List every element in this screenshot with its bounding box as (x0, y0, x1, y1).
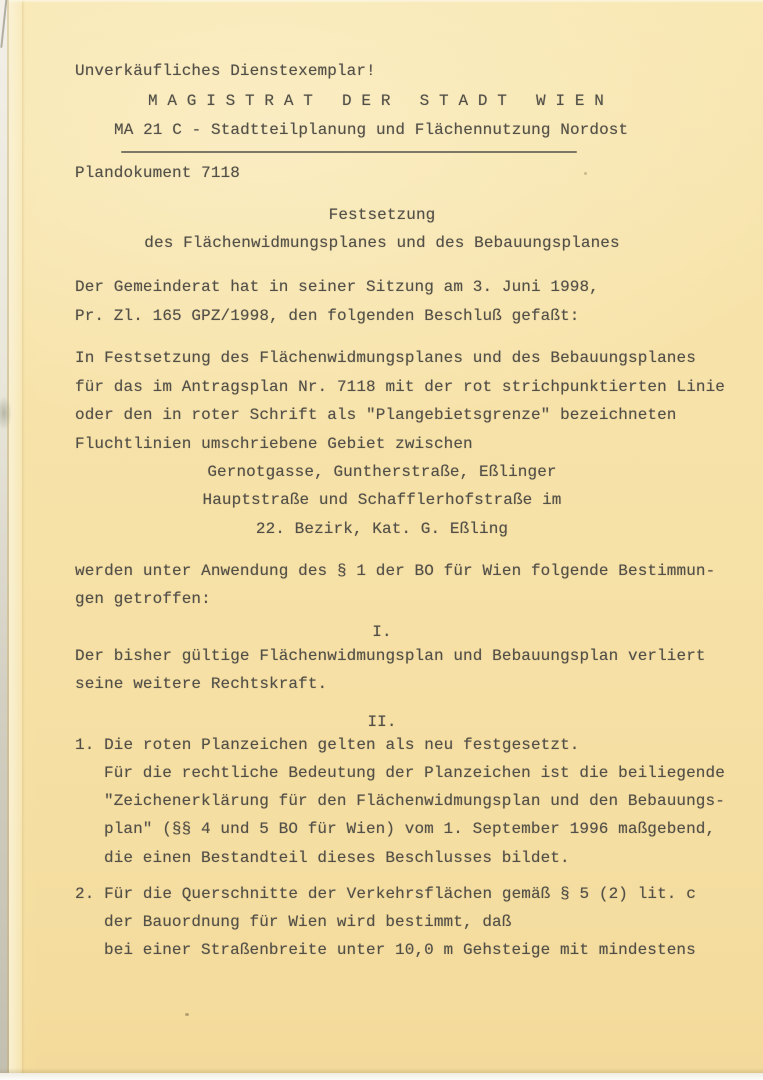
section-ii-heading: II. (367, 713, 397, 731)
plan-document-number: Plandokument 7118 (75, 164, 240, 182)
area-boundary-line: Gernotgasse, Guntherstraße, Eßlinger (207, 463, 557, 481)
doc-line: In Festsetzung des Flächenwidmungsplanes und des Bebauungsplanes (75, 349, 696, 367)
section-i-heading: I. (372, 623, 392, 641)
copy-notice: Unverkäufliches Dienstexemplar! (75, 62, 376, 80)
doc-subtitle: des Flächenwidmungsplanes und des Bebauungsplanes (144, 234, 620, 252)
item-1-line: die einen Bestandteil dieses Beschlusses bildet. (104, 849, 570, 867)
item-1-line: plan" (§§ 4 und 5 BO für Wien) vom 1. September 1996 maßgebend, (104, 820, 716, 838)
doc-line: oder den in roter Schrift als "Plangebietsgrenze" bezeichneten (75, 406, 677, 424)
doc-title: Festsetzung (328, 206, 436, 224)
doc-line: für das im Antragsplan Nr. 7118 mit der rot strichpunktierten Linie (75, 378, 726, 396)
authority-department: MA 21 C - Stadtteilplanung und Flächennutzung Nordost (114, 121, 629, 139)
item-2-line: bei einer Straßenbreite unter 10,0 m Gehsteige mit mindestens (104, 941, 696, 959)
doc-line: werden unter Anwendung des § 1 der BO für Wien folgende Bestimmun- (75, 562, 716, 580)
doc-line: Pr. Zl. 165 GPZ/1998, den folgenden Beschluß gefaßt: (75, 307, 580, 325)
doc-line: gen getroffen: (75, 590, 211, 608)
doc-line: seine weitere Rechtskraft. (75, 675, 328, 693)
item-2-line: der Bauordnung für Wien wird bestimmt, daß (104, 913, 512, 931)
item-2-line: 2. Für die Querschnitte der Verkehrsflächen gemäß § 5 (2) lit. c (75, 885, 696, 903)
doc-line: Fluchtlinien umschriebene Gebiet zwischen (75, 435, 473, 453)
area-boundary-line: 22. Bezirk, Kat. G. Eßling (255, 520, 509, 538)
item-1-line: Für die rechtliche Bedeutung der Planzeichen ist die beiliegende (104, 764, 725, 782)
item-1-line: "Zeichenerklärung für den Flächenwidmungsplan und den Bebauungs- (104, 792, 725, 810)
authority-title: M A G I S T R A T D E R S T A D T W I E N (148, 92, 604, 110)
header-underline (121, 151, 577, 153)
item-1-line: 1. Die roten Planzeichen gelten als neu festgesetzt. (75, 736, 580, 754)
area-boundary-line: Hauptstraße und Schafflerhofstraße im (202, 491, 562, 509)
doc-line: Der bisher gültige Flächenwidmungsplan und Bebauungsplan verliert (75, 647, 706, 665)
doc-line: Der Gemeinderat hat in seiner Sitzung am 3. Juni 1998, (75, 278, 599, 296)
